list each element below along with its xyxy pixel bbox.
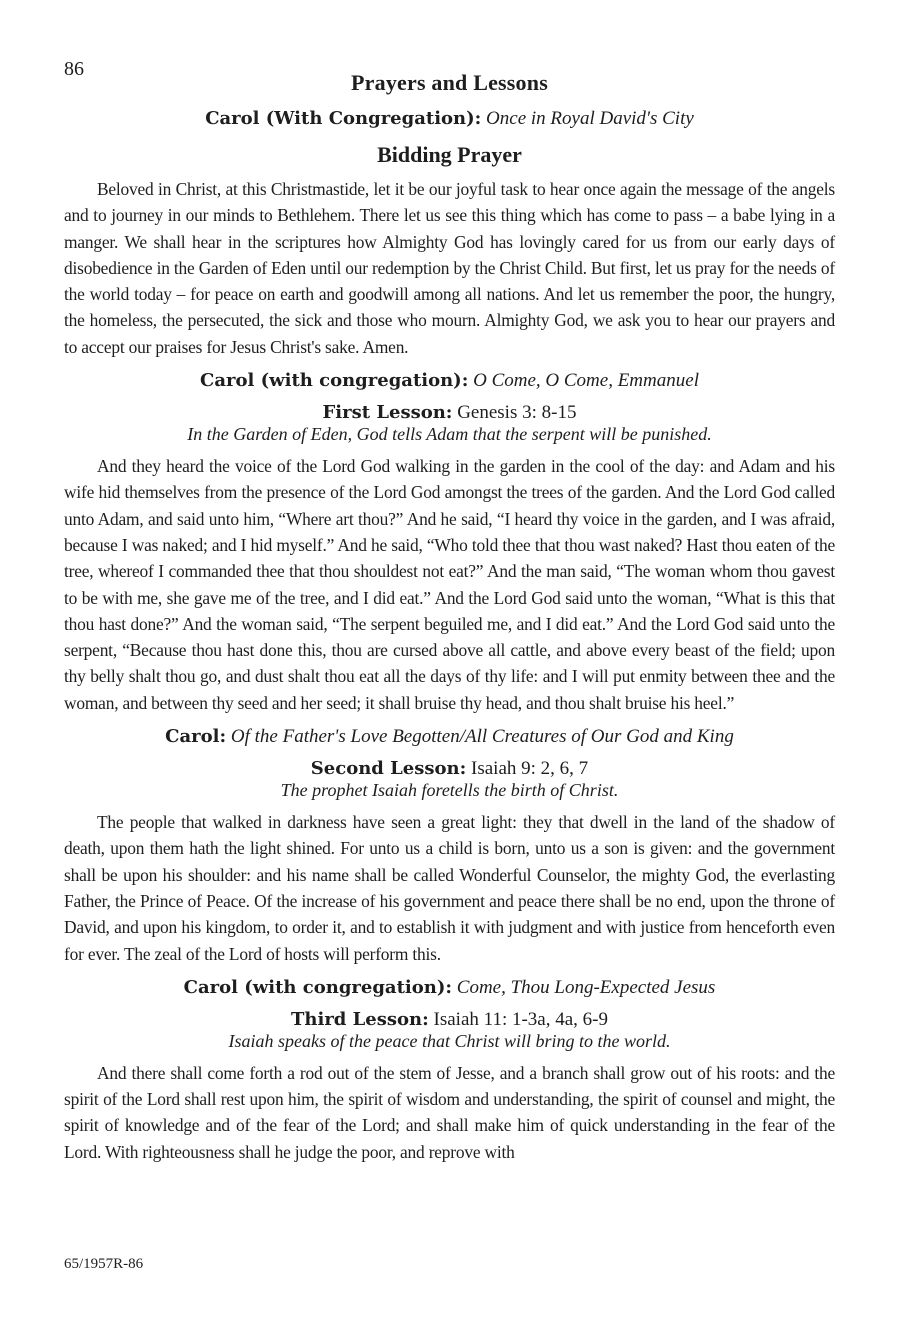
third-lesson-heading xyxy=(64,1009,835,1031)
third-lesson-label: Third Lesson: xyxy=(291,1008,429,1030)
first-lesson-reference: Genesis 3: 8-15 xyxy=(457,402,577,424)
carol-2-title: O Come, O Come, Emmanuel xyxy=(473,370,699,392)
carol-2-label: Carol (with congregation): xyxy=(200,370,469,392)
page-number: 86 xyxy=(64,58,84,80)
first-lesson-heading xyxy=(64,402,835,424)
carol-2 xyxy=(64,370,835,392)
second-lesson-text: The people that walked in darkness have seen a great light: they that dwell in the land of the shadow of death, upon them hath the light shined. For unto us a child is born, unto us a son is given: and the government shall be upon his shoulder: and his name shall be called Wonderful Counselor, the mighty God, the everlasting Father, the Prince of Peace. Of the increase of his government and peace there shall be no end, upon the throne of David, and upon his kingdom, to order it, and to establish it with judgment and with justice from henceforth even for ever. The zeal of the Lord of hosts will perform this. xyxy=(64,812,835,964)
carol-4-label: Carol (with congregation): xyxy=(183,976,453,998)
second-lesson-summary: The prophet Isaiah foretells the birth of Christ. xyxy=(280,780,619,801)
carol-1 xyxy=(64,108,835,130)
carol-1-label: Carol (With Congregation): xyxy=(205,108,482,129)
second-lesson-heading xyxy=(64,758,835,780)
second-lesson-label: Second Lesson: xyxy=(310,758,467,780)
first-lesson-label: First Lesson: xyxy=(322,402,453,424)
footer-code: 65/1957R-86 xyxy=(64,1256,144,1272)
carol-4 xyxy=(64,977,835,999)
third-lesson-text: And there shall come forth a rod out of the stem of Jesse, and a branch shall grow out of his roots: and the spirit of the Lord shall rest upon him, the spirit of wisdom and understanding, the spirit of counsel and might, the spirit of knowledge and of the fear of the Lord; and shall make him of quick understanding in the fear of the Lord. With righteousness shall he judge the poor, and reprove with xyxy=(64,1062,835,1162)
carol-4-title: Come, Thou Long-Expected Jesus xyxy=(456,976,716,998)
third-lesson-reference: Isaiah 11: 1-3a, 4a, 6-9 xyxy=(433,1008,608,1030)
bidding-prayer-heading: Bidding Prayer xyxy=(377,142,522,167)
first-lesson-text: And they heard the voice of the Lord God walking in the garden in the cool of the day: and Adam and his wife hid themselves from the presence of the Lord God amongst the trees of the garden. And the Lord God called unto Adam, and said unto him, “Where art thou?” And he said, “I heard thy voice in the garden, and I was afraid, because I was naked; and I hid myself.” And he said, “Who told thee that thou wast naked? Hast thou eaten of the tree, whereof I commanded thee that thou shouldest not eat?” And the man said, “The woman whom thou gavest to be with me, she gave me of the tree, and I did eat.” And the Lord God said unto the woman, “What is this that thou hast done?” And the woman said, “The serpent beguiled me, and I did eat.” And the Lord God said unto the serpent, “Because thou hast done this, thou are cursed above all cattle, and above every beast of the field; upon thy belly shalt thou go, and dust shalt thou eat all the days of thy life: and I will put enmity between thee and the woman, and between thy seed and her seed; it shall bruise thy head, and thou shalt bruise his heel.” xyxy=(64,456,835,713)
second-lesson-reference: Isaiah 9: 2, 6, 7 xyxy=(471,758,589,780)
page-title: Prayers and Lessons xyxy=(351,70,548,95)
page-content xyxy=(64,70,835,1165)
carol-3 xyxy=(64,726,835,748)
carol-3-title: Of the Father's Love Begotten/All Creatures of Our God and King xyxy=(230,726,734,748)
bidding-prayer-text: Beloved in Christ, at this Christmastide, let it be our joyful task to hear once again the message of the angels and to journey in our minds to Bethlehem. There let us see this thing which has come to pass – a babe lying in a manger. We shall hear in the scriptures how Almighty God has lovingly cared for us from our early days of disobedience in the Garden of Eden until our redemption by the Christ Child. But first, let us pray for the needs of the world today – for peace on earth and goodwill among all nations. And let us remember the poor, the hungry, the homeless, the persecuted, the sick and those who mourn. Almighty God, we ask you to hear our prayers and to accept our praises for Jesus Christ's sake. Amen. xyxy=(64,179,835,357)
first-lesson-summary: In the Garden of Eden, God tells Adam that the serpent will be punished. xyxy=(187,424,712,445)
carol-3-label: Carol: xyxy=(165,726,227,748)
third-lesson-summary: Isaiah speaks of the peace that Christ will bring to the world. xyxy=(228,1030,671,1051)
carol-1-title: Once in Royal David's City xyxy=(486,108,694,129)
